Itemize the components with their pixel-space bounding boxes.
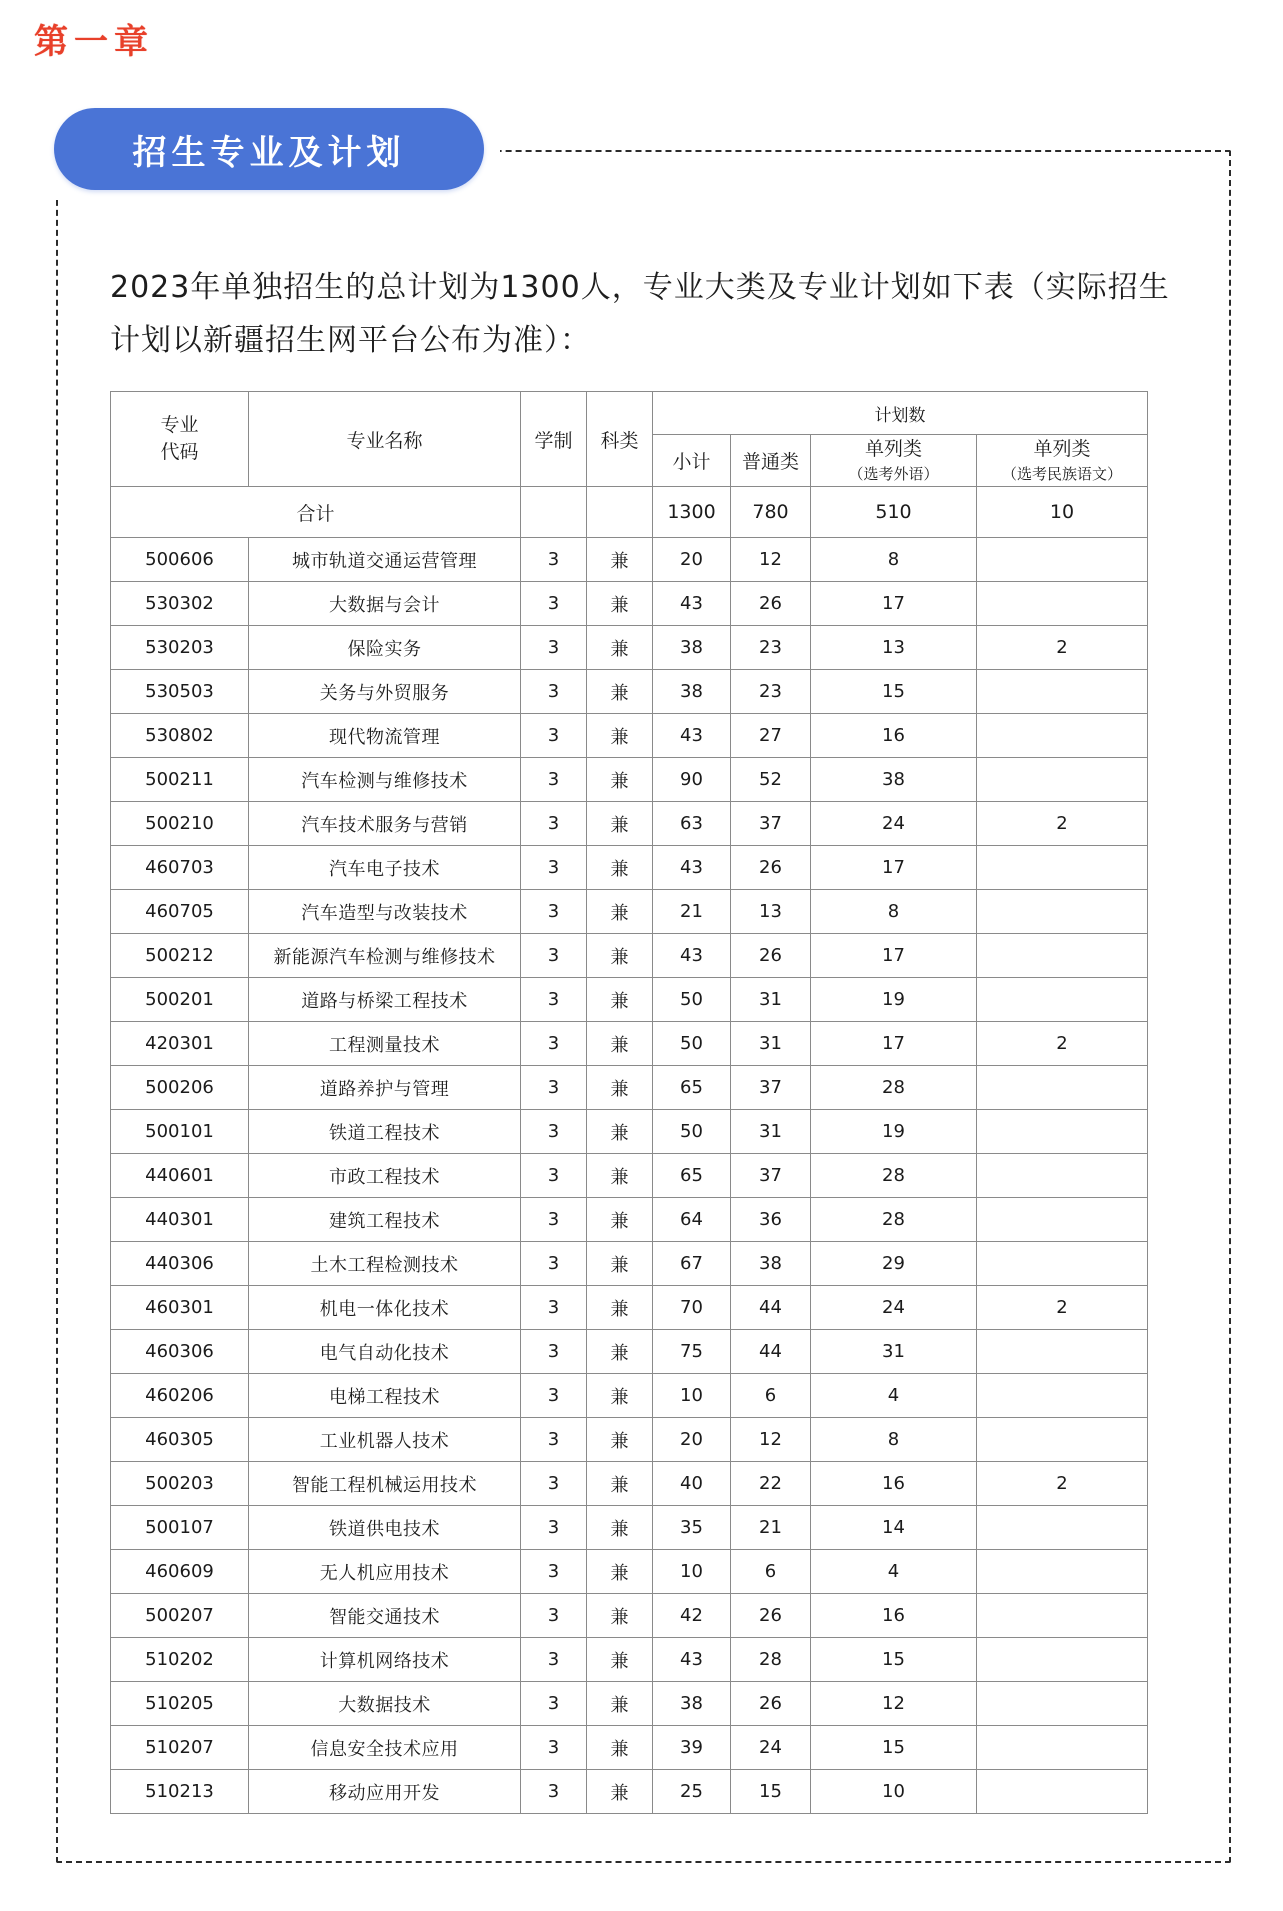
single-minority-cell: [977, 1594, 1148, 1638]
length-cell: 3: [521, 758, 587, 802]
length-cell: 3: [521, 1154, 587, 1198]
general-cell: 26: [731, 1682, 811, 1726]
subtotal-cell: 75: [653, 1330, 731, 1374]
major-name-cell: 道路与桥梁工程技术: [249, 978, 521, 1022]
subject-cell: 兼: [587, 758, 653, 802]
major-code-cell: 510207: [111, 1726, 249, 1770]
length-cell: 3: [521, 802, 587, 846]
table-row: [111, 978, 1148, 1022]
table-row: [111, 758, 1148, 802]
table-row: [111, 934, 1148, 978]
total-length: [521, 487, 587, 538]
total-single-minority: 10: [977, 487, 1148, 538]
major-code-cell: 460705: [111, 890, 249, 934]
single-minority-cell: 2: [977, 802, 1148, 846]
major-code-cell: 460306: [111, 1330, 249, 1374]
subject-cell: 兼: [587, 890, 653, 934]
major-name-cell: 建筑工程技术: [249, 1198, 521, 1242]
subject-cell: 兼: [587, 670, 653, 714]
length-cell: 3: [521, 1506, 587, 1550]
subject-cell: 兼: [587, 1022, 653, 1066]
subject-cell: 兼: [587, 1066, 653, 1110]
col-header-subtotal: 小计: [653, 435, 731, 487]
single-foreign-cell: 28: [811, 1154, 977, 1198]
general-cell: 31: [731, 978, 811, 1022]
major-code-cell: 500210: [111, 802, 249, 846]
single-foreign-cell: 4: [811, 1550, 977, 1594]
table-row: [111, 1682, 1148, 1726]
single-foreign-cell: 17: [811, 1022, 977, 1066]
single-minority-cell: [977, 1154, 1148, 1198]
single-minority-cell: [977, 670, 1148, 714]
length-cell: 3: [521, 538, 587, 582]
table-row: [111, 846, 1148, 890]
single-foreign-cell: 17: [811, 846, 977, 890]
major-code-cell: 460301: [111, 1286, 249, 1330]
table-head: [111, 392, 1148, 487]
subject-cell: 兼: [587, 538, 653, 582]
major-name-cell: 汽车造型与改装技术: [249, 890, 521, 934]
table-body: [111, 487, 1148, 1814]
single-foreign-cell: 15: [811, 670, 977, 714]
length-cell: 3: [521, 1022, 587, 1066]
length-cell: 3: [521, 978, 587, 1022]
major-name-cell: 工业机器人技术: [249, 1418, 521, 1462]
general-cell: 12: [731, 538, 811, 582]
major-name-cell: 电梯工程技术: [249, 1374, 521, 1418]
subtotal-cell: 21: [653, 890, 731, 934]
major-code-cell: 500206: [111, 1066, 249, 1110]
col-header-single-foreign-line2: （选考外语）: [848, 464, 939, 483]
table-row: [111, 1638, 1148, 1682]
major-code-cell: 500201: [111, 978, 249, 1022]
major-name-cell: 新能源汽车检测与维修技术: [249, 934, 521, 978]
subject-cell: 兼: [587, 1770, 653, 1814]
col-header-single-minority: [977, 435, 1148, 487]
subject-cell: 兼: [587, 1110, 653, 1154]
col-header-plan-count-group: 计划数: [653, 392, 1148, 435]
subtotal-cell: 39: [653, 1726, 731, 1770]
major-name-cell: 机电一体化技术: [249, 1286, 521, 1330]
length-cell: 3: [521, 582, 587, 626]
major-code-cell: 500107: [111, 1506, 249, 1550]
major-code-cell: 460305: [111, 1418, 249, 1462]
subtotal-cell: 50: [653, 1022, 731, 1066]
col-header-subject: 科类: [587, 392, 653, 487]
major-name-cell: 城市轨道交通运营管理: [249, 538, 521, 582]
general-cell: 22: [731, 1462, 811, 1506]
subtotal-cell: 35: [653, 1506, 731, 1550]
general-cell: 44: [731, 1286, 811, 1330]
single-foreign-cell: 24: [811, 802, 977, 846]
subject-cell: 兼: [587, 582, 653, 626]
subject-cell: 兼: [587, 1198, 653, 1242]
single-foreign-cell: 28: [811, 1198, 977, 1242]
subtotal-cell: 43: [653, 934, 731, 978]
subject-cell: 兼: [587, 1506, 653, 1550]
single-minority-cell: 2: [977, 1022, 1148, 1066]
major-name-cell: 汽车技术服务与营销: [249, 802, 521, 846]
general-cell: 31: [731, 1022, 811, 1066]
general-cell: 6: [731, 1374, 811, 1418]
major-code-cell: 510205: [111, 1682, 249, 1726]
subject-cell: 兼: [587, 1374, 653, 1418]
subtotal-cell: 20: [653, 1418, 731, 1462]
single-minority-cell: [977, 1242, 1148, 1286]
general-cell: 13: [731, 890, 811, 934]
single-minority-cell: [977, 1638, 1148, 1682]
subject-cell: 兼: [587, 846, 653, 890]
major-code-cell: 440301: [111, 1198, 249, 1242]
single-foreign-cell: 13: [811, 626, 977, 670]
subtotal-cell: 10: [653, 1550, 731, 1594]
major-name-cell: 智能工程机械运用技术: [249, 1462, 521, 1506]
table-row: [111, 1242, 1148, 1286]
table-row: [111, 1330, 1148, 1374]
subtotal-cell: 38: [653, 626, 731, 670]
single-foreign-cell: 19: [811, 978, 977, 1022]
single-foreign-cell: 24: [811, 1286, 977, 1330]
subtotal-cell: 64: [653, 1198, 731, 1242]
major-code-cell: 500101: [111, 1110, 249, 1154]
major-code-cell: 500606: [111, 538, 249, 582]
table-row: [111, 802, 1148, 846]
single-foreign-cell: 28: [811, 1066, 977, 1110]
length-cell: 3: [521, 1374, 587, 1418]
table-row: [111, 1286, 1148, 1330]
subtotal-cell: 43: [653, 582, 731, 626]
single-foreign-cell: 17: [811, 582, 977, 626]
col-header-length: 学制: [521, 392, 587, 487]
general-cell: 52: [731, 758, 811, 802]
subtotal-cell: 42: [653, 1594, 731, 1638]
single-minority-cell: [977, 1066, 1148, 1110]
single-minority-cell: [977, 538, 1148, 582]
subtotal-cell: 38: [653, 1682, 731, 1726]
total-subtotal: 1300: [653, 487, 731, 538]
major-code-cell: 530302: [111, 582, 249, 626]
subject-cell: 兼: [587, 626, 653, 670]
table-row: [111, 1462, 1148, 1506]
major-name-cell: 大数据技术: [249, 1682, 521, 1726]
single-foreign-cell: 31: [811, 1330, 977, 1374]
single-foreign-cell: 8: [811, 890, 977, 934]
subtotal-cell: 43: [653, 846, 731, 890]
subject-cell: 兼: [587, 934, 653, 978]
single-minority-cell: [977, 1330, 1148, 1374]
single-minority-cell: 2: [977, 1286, 1148, 1330]
length-cell: 3: [521, 1682, 587, 1726]
major-name-cell: 电气自动化技术: [249, 1330, 521, 1374]
major-name-cell: 无人机应用技术: [249, 1550, 521, 1594]
major-name-cell: 移动应用开发: [249, 1770, 521, 1814]
general-cell: 36: [731, 1198, 811, 1242]
subtotal-cell: 43: [653, 1638, 731, 1682]
length-cell: 3: [521, 890, 587, 934]
major-name-cell: 计算机网络技术: [249, 1638, 521, 1682]
single-minority-cell: [977, 1770, 1148, 1814]
subject-cell: 兼: [587, 1638, 653, 1682]
subject-cell: 兼: [587, 1594, 653, 1638]
single-minority-cell: [977, 1682, 1148, 1726]
general-cell: 37: [731, 1066, 811, 1110]
section-title-tag: [54, 108, 484, 190]
table-row: [111, 1594, 1148, 1638]
general-cell: 38: [731, 1242, 811, 1286]
table-row: [111, 626, 1148, 670]
total-label: 合计: [111, 487, 521, 538]
total-subject: [587, 487, 653, 538]
subtotal-cell: 90: [653, 758, 731, 802]
single-minority-cell: [977, 714, 1148, 758]
table-row: [111, 1110, 1148, 1154]
subtotal-cell: 70: [653, 1286, 731, 1330]
length-cell: 3: [521, 934, 587, 978]
major-code-cell: 440306: [111, 1242, 249, 1286]
general-cell: 26: [731, 934, 811, 978]
length-cell: 3: [521, 1110, 587, 1154]
table-row: [111, 582, 1148, 626]
length-cell: 3: [521, 1330, 587, 1374]
major-code-cell: 460609: [111, 1550, 249, 1594]
subject-cell: 兼: [587, 1682, 653, 1726]
major-code-cell: 500203: [111, 1462, 249, 1506]
single-minority-cell: [977, 934, 1148, 978]
major-code-cell: 460703: [111, 846, 249, 890]
subtotal-cell: 38: [653, 670, 731, 714]
col-header-single-minority-line2: （选考民族语文）: [1001, 464, 1122, 483]
total-general: 780: [731, 487, 811, 538]
single-foreign-cell: 4: [811, 1374, 977, 1418]
total-single-foreign: 510: [811, 487, 977, 538]
single-foreign-cell: 8: [811, 538, 977, 582]
single-minority-cell: [977, 1726, 1148, 1770]
single-foreign-cell: 15: [811, 1638, 977, 1682]
length-cell: 3: [521, 1418, 587, 1462]
subtotal-cell: 50: [653, 1110, 731, 1154]
subtotal-cell: 50: [653, 978, 731, 1022]
single-foreign-cell: 8: [811, 1418, 977, 1462]
major-name-cell: 保险实务: [249, 626, 521, 670]
major-code-cell: 530203: [111, 626, 249, 670]
section-title-label: 招生专业及计划: [132, 132, 406, 173]
length-cell: 3: [521, 1286, 587, 1330]
subject-cell: 兼: [587, 978, 653, 1022]
subject-cell: 兼: [587, 1154, 653, 1198]
major-name-cell: 市政工程技术: [249, 1154, 521, 1198]
length-cell: 3: [521, 1462, 587, 1506]
major-code-cell: 500207: [111, 1594, 249, 1638]
col-header-major-code: [111, 392, 249, 487]
content-area: [110, 232, 1173, 1814]
length-cell: 3: [521, 846, 587, 890]
major-name-cell: 铁道供电技术: [249, 1506, 521, 1550]
general-cell: 28: [731, 1638, 811, 1682]
single-foreign-cell: 12: [811, 1682, 977, 1726]
subtotal-cell: 65: [653, 1154, 731, 1198]
general-cell: 26: [731, 1594, 811, 1638]
general-cell: 27: [731, 714, 811, 758]
table-total-row: [111, 487, 1148, 538]
col-header-major-code-line2: 代码: [160, 441, 199, 464]
single-minority-cell: [977, 758, 1148, 802]
major-code-cell: 440601: [111, 1154, 249, 1198]
general-cell: 21: [731, 1506, 811, 1550]
general-cell: 15: [731, 1770, 811, 1814]
single-minority-cell: [977, 582, 1148, 626]
table-row: [111, 1550, 1148, 1594]
single-foreign-cell: 17: [811, 934, 977, 978]
table-row: [111, 1726, 1148, 1770]
single-foreign-cell: 16: [811, 714, 977, 758]
major-name-cell: 土木工程检测技术: [249, 1242, 521, 1286]
major-code-cell: 500212: [111, 934, 249, 978]
major-name-cell: 关务与外贸服务: [249, 670, 521, 714]
table-row: [111, 538, 1148, 582]
single-minority-cell: [977, 1418, 1148, 1462]
chapter-mark: 第一章: [34, 22, 154, 62]
table-row: [111, 1374, 1148, 1418]
general-cell: 24: [731, 1726, 811, 1770]
general-cell: 31: [731, 1110, 811, 1154]
major-code-cell: 530802: [111, 714, 249, 758]
major-name-cell: 大数据与会计: [249, 582, 521, 626]
general-cell: 44: [731, 1330, 811, 1374]
length-cell: 3: [521, 1066, 587, 1110]
table-row: [111, 1198, 1148, 1242]
col-header-general: 普通类: [731, 435, 811, 487]
table-row: [111, 1022, 1148, 1066]
major-code-cell: 530503: [111, 670, 249, 714]
single-minority-cell: [977, 1110, 1148, 1154]
subtotal-cell: 25: [653, 1770, 731, 1814]
subtotal-cell: 40: [653, 1462, 731, 1506]
single-foreign-cell: 38: [811, 758, 977, 802]
subject-cell: 兼: [587, 1242, 653, 1286]
length-cell: 3: [521, 1198, 587, 1242]
general-cell: 12: [731, 1418, 811, 1462]
table-row: [111, 1066, 1148, 1110]
general-cell: 26: [731, 846, 811, 890]
subject-cell: 兼: [587, 1418, 653, 1462]
subject-cell: 兼: [587, 1550, 653, 1594]
major-name-cell: 工程测量技术: [249, 1022, 521, 1066]
length-cell: 3: [521, 626, 587, 670]
subtotal-cell: 43: [653, 714, 731, 758]
subtotal-cell: 65: [653, 1066, 731, 1110]
single-foreign-cell: 10: [811, 1770, 977, 1814]
length-cell: 3: [521, 1770, 587, 1814]
table-row: [111, 670, 1148, 714]
col-header-single-foreign: [811, 435, 977, 487]
col-header-major-code-line1: 专业: [160, 413, 199, 436]
subtotal-cell: 63: [653, 802, 731, 846]
intro-paragraph: 2023年单独招生的总计划为1300人，专业大类及专业计划如下表（实际招生计划以新疆招生网平台公布为准）：: [110, 270, 1170, 358]
length-cell: 3: [521, 1594, 587, 1638]
single-minority-cell: 2: [977, 626, 1148, 670]
major-name-cell: 道路养护与管理: [249, 1066, 521, 1110]
single-foreign-cell: 14: [811, 1506, 977, 1550]
single-minority-cell: [977, 1198, 1148, 1242]
length-cell: 3: [521, 1638, 587, 1682]
subject-cell: 兼: [587, 802, 653, 846]
table-row: [111, 1770, 1148, 1814]
single-foreign-cell: 19: [811, 1110, 977, 1154]
subtotal-cell: 10: [653, 1374, 731, 1418]
col-header-major-name: 专业名称: [249, 392, 521, 487]
single-minority-cell: [977, 1374, 1148, 1418]
single-minority-cell: [977, 846, 1148, 890]
length-cell: 3: [521, 670, 587, 714]
major-name-cell: 智能交通技术: [249, 1594, 521, 1638]
subject-cell: 兼: [587, 1286, 653, 1330]
table-row: [111, 714, 1148, 758]
length-cell: 3: [521, 714, 587, 758]
major-name-cell: 汽车检测与维修技术: [249, 758, 521, 802]
general-cell: 23: [731, 670, 811, 714]
major-code-cell: 510213: [111, 1770, 249, 1814]
general-cell: 37: [731, 1154, 811, 1198]
table-row: [111, 1418, 1148, 1462]
major-code-cell: 500211: [111, 758, 249, 802]
table-row: [111, 1506, 1148, 1550]
subtotal-cell: 20: [653, 538, 731, 582]
col-header-single-foreign-line1: 单列类: [864, 438, 922, 460]
length-cell: 3: [521, 1726, 587, 1770]
length-cell: 3: [521, 1242, 587, 1286]
admission-plan-table: [110, 391, 1148, 1814]
subject-cell: 兼: [587, 1726, 653, 1770]
subject-cell: 兼: [587, 714, 653, 758]
col-header-single-minority-line1: 单列类: [1033, 438, 1091, 460]
general-cell: 37: [731, 802, 811, 846]
major-name-cell: 铁道工程技术: [249, 1110, 521, 1154]
table-header-row-top: [111, 392, 1148, 435]
single-minority-cell: [977, 978, 1148, 1022]
general-cell: 23: [731, 626, 811, 670]
major-name-cell: 信息安全技术应用: [249, 1726, 521, 1770]
length-cell: 3: [521, 1550, 587, 1594]
single-minority-cell: 2: [977, 1462, 1148, 1506]
single-foreign-cell: 29: [811, 1242, 977, 1286]
major-name-cell: 汽车电子技术: [249, 846, 521, 890]
major-code-cell: 460206: [111, 1374, 249, 1418]
table-row: [111, 1154, 1148, 1198]
single-minority-cell: [977, 1550, 1148, 1594]
single-foreign-cell: 15: [811, 1726, 977, 1770]
general-cell: 26: [731, 582, 811, 626]
single-minority-cell: [977, 890, 1148, 934]
table-row: [111, 890, 1148, 934]
subject-cell: 兼: [587, 1330, 653, 1374]
single-minority-cell: [977, 1506, 1148, 1550]
single-foreign-cell: 16: [811, 1462, 977, 1506]
single-foreign-cell: 16: [811, 1594, 977, 1638]
general-cell: 6: [731, 1550, 811, 1594]
major-code-cell: 420301: [111, 1022, 249, 1066]
subject-cell: 兼: [587, 1462, 653, 1506]
major-code-cell: 510202: [111, 1638, 249, 1682]
subtotal-cell: 67: [653, 1242, 731, 1286]
major-name-cell: 现代物流管理: [249, 714, 521, 758]
